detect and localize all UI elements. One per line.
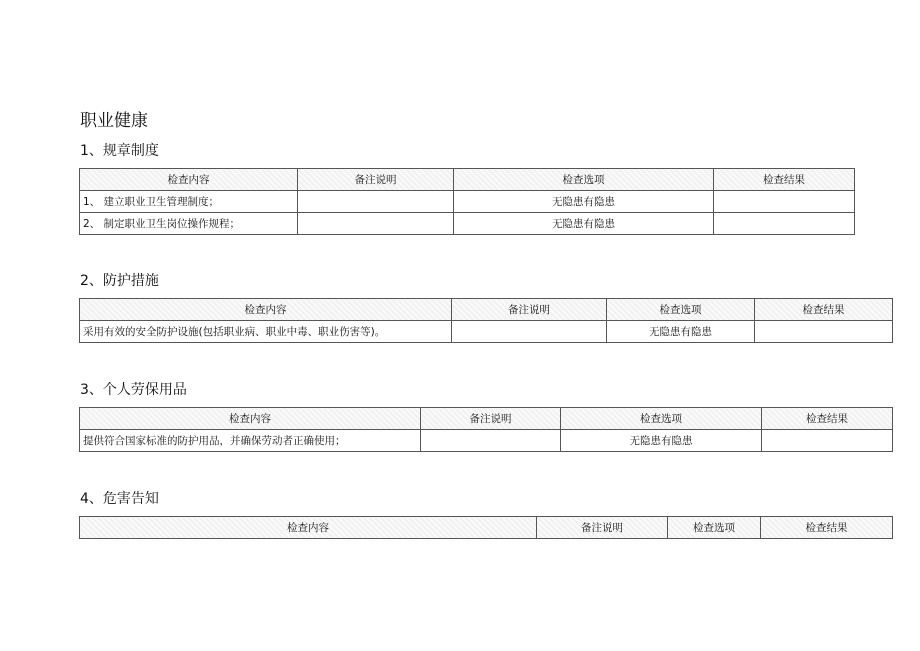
row-remark[interactable] <box>298 213 454 235</box>
row-option[interactable]: 无隐患有隐患 <box>607 321 755 343</box>
header-remark: 备注说明 <box>421 408 561 430</box>
section-heading-4: 4、危害告知 <box>80 491 159 507</box>
header-result: 检查结果 <box>762 408 893 430</box>
header-content: 检查内容 <box>80 408 421 430</box>
row-option[interactable]: 无隐患有隐患 <box>454 191 714 213</box>
row-result[interactable] <box>714 191 855 213</box>
header-result: 检查结果 <box>714 169 855 191</box>
header-result: 检查结果 <box>761 517 893 539</box>
table-row <box>80 191 855 213</box>
header-remark: 备注说明 <box>298 169 454 191</box>
row-content: 1、 建立职业卫生管理制度； <box>80 191 298 213</box>
header-option: 检查选项 <box>561 408 762 430</box>
table-header-row <box>80 299 893 321</box>
section-table-1 <box>79 168 855 235</box>
header-option: 检查选项 <box>454 169 714 191</box>
section-heading-1: 1、规章制度 <box>80 143 159 159</box>
header-option: 检查选项 <box>607 299 755 321</box>
row-option[interactable]: 无隐患有隐患 <box>454 213 714 235</box>
row-option[interactable]: 无隐患有隐患 <box>561 430 762 452</box>
section-table-2 <box>79 298 893 343</box>
section-heading-2: 2、防护措施 <box>80 273 159 289</box>
row-result[interactable] <box>755 321 893 343</box>
table-row <box>80 430 893 452</box>
row-content: 2、 制定职业卫生岗位操作规程； <box>80 213 298 235</box>
page-title: 职业健康 <box>80 111 148 131</box>
section-table-4 <box>79 516 893 539</box>
header-remark: 备注说明 <box>452 299 607 321</box>
header-remark: 备注说明 <box>537 517 668 539</box>
table-header-row <box>80 169 855 191</box>
row-content: 采用有效的安全防护设施(包括职业病、职业中毒、职业伤害等)。 <box>80 321 452 343</box>
header-result: 检查结果 <box>755 299 893 321</box>
header-content: 检查内容 <box>80 517 537 539</box>
section-heading-3: 3、个人劳保用品 <box>80 382 187 398</box>
row-remark[interactable] <box>452 321 607 343</box>
table-header-row <box>80 517 893 539</box>
header-option: 检查选项 <box>668 517 761 539</box>
header-content: 检查内容 <box>80 169 298 191</box>
table-row <box>80 213 855 235</box>
row-result[interactable] <box>714 213 855 235</box>
section-table-3 <box>79 407 893 452</box>
row-remark[interactable] <box>421 430 561 452</box>
table-row <box>80 321 893 343</box>
table-header-row <box>80 408 893 430</box>
header-content: 检查内容 <box>80 299 452 321</box>
row-content: 提供符合国家标准的防护用品，并确保劳动者正确使用； <box>80 430 421 452</box>
row-result[interactable] <box>762 430 893 452</box>
row-remark[interactable] <box>298 191 454 213</box>
